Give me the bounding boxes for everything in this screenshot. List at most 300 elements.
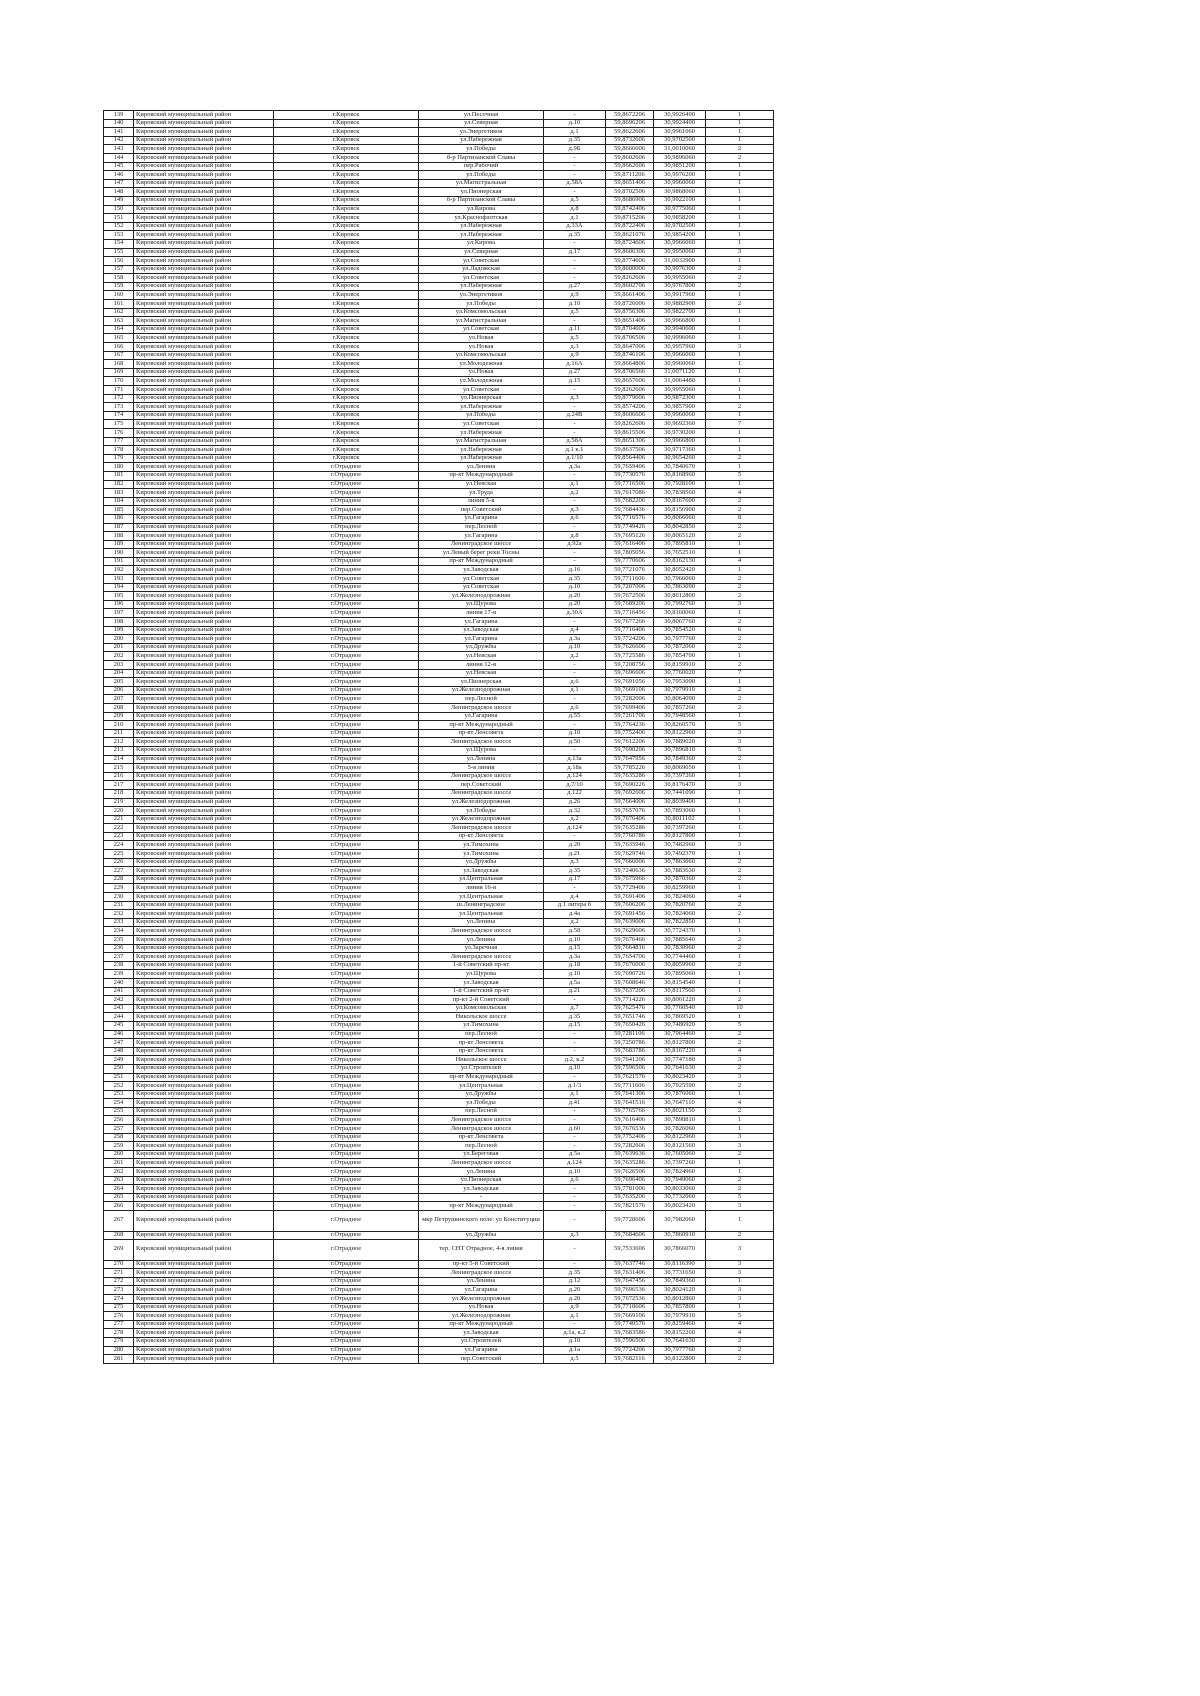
town-cell: г.Отрадное	[274, 1021, 419, 1030]
latitude-cell: 59,7250786	[606, 1039, 654, 1048]
street-cell: ул.Левый берег реки Тосны	[419, 549, 544, 558]
longitude-cell: 30,7966060	[654, 575, 706, 584]
street-cell: ул.Щурова	[419, 746, 544, 755]
district-cell: Кировский муниципальный район	[134, 566, 274, 575]
street-cell: ул.Комсомольская	[419, 351, 544, 360]
street-cell: ул.Щурова	[419, 600, 544, 609]
town-cell: г.Отрадное	[274, 1193, 419, 1202]
house-cell: -	[544, 721, 606, 730]
town-cell: г.Отрадное	[274, 755, 419, 764]
street-cell: 5-я линия	[419, 764, 544, 773]
row-number: 188	[104, 532, 134, 541]
count-cell: 1	[706, 832, 774, 841]
town-cell: г.Отрадное	[274, 721, 419, 730]
district-cell: Кировский муниципальный район	[134, 626, 274, 635]
row-number: 185	[104, 506, 134, 515]
town-cell: г.Отрадное	[274, 661, 419, 670]
row-number: 224	[104, 841, 134, 850]
town-cell: г.Кировск	[274, 257, 419, 266]
longitude-cell: 30,7849360	[654, 1277, 706, 1286]
row-number: 218	[104, 789, 134, 798]
longitude-cell: 30,9922100	[654, 196, 706, 205]
table-row	[104, 832, 774, 841]
house-cell: -	[544, 695, 606, 704]
district-cell: Кировский муниципальный район	[134, 1004, 274, 1013]
latitude-cell: 59,8602706	[606, 282, 654, 291]
town-cell: г.Отрадное	[274, 1231, 419, 1240]
longitude-cell: 30,9960060	[654, 179, 706, 188]
longitude-cell: 30,9960060	[654, 360, 706, 369]
longitude-cell: 30,8042850	[654, 523, 706, 532]
district-cell: Кировский муниципальный район	[134, 618, 274, 627]
table-row	[104, 1168, 774, 1177]
table-row	[104, 592, 774, 601]
table-row	[104, 1312, 774, 1321]
table-row	[104, 824, 774, 833]
row-number: 281	[104, 1355, 134, 1364]
district-cell: Кировский муниципальный район	[134, 875, 274, 884]
street-cell: ул.Набережная	[419, 231, 544, 240]
table-row	[104, 368, 774, 377]
street-cell: ул.Энергетиков	[419, 291, 544, 300]
house-cell: -	[544, 153, 606, 162]
house-cell: д.15	[544, 944, 606, 953]
house-cell: д.1	[544, 480, 606, 489]
town-cell: г.Кировск	[274, 239, 419, 248]
district-cell: Кировский муниципальный район	[134, 119, 274, 128]
latitude-cell: 59,7639636	[606, 1150, 654, 1159]
count-cell: 3	[706, 1056, 774, 1065]
table-row	[104, 1090, 774, 1099]
longitude-cell: 30,8061220	[654, 996, 706, 1005]
street-cell: ул.Строителей	[419, 1064, 544, 1073]
street-cell: ул.Заводская	[419, 867, 544, 876]
town-cell: г.Отрадное	[274, 480, 419, 489]
count-cell: 1	[706, 652, 774, 661]
district-cell: Кировский муниципальный район	[134, 377, 274, 386]
longitude-cell: 30,7641630	[654, 1337, 706, 1346]
table-row	[104, 274, 774, 283]
street-cell: ул.Победы	[419, 807, 544, 816]
count-cell: 2	[706, 1107, 774, 1116]
table-row	[104, 308, 774, 317]
street-cell: ул.Железнодорожная	[419, 798, 544, 807]
longitude-cell: 30,8116390	[654, 1260, 706, 1269]
street-cell: ул.Победы	[419, 300, 544, 309]
table-row	[104, 1133, 774, 1142]
count-cell: 3	[706, 1133, 774, 1142]
count-cell: 3	[706, 1286, 774, 1295]
count-cell: 1	[706, 179, 774, 188]
table-row	[104, 695, 774, 704]
street-cell: ул.Советская	[419, 386, 544, 395]
district-cell: Кировский муниципальный район	[134, 325, 274, 334]
street-cell: ул.Щурова	[419, 970, 544, 979]
longitude-cell: 30,9950060	[654, 248, 706, 257]
house-cell: -	[544, 1116, 606, 1125]
district-cell: Кировский муниципальный район	[134, 420, 274, 429]
street-cell: ул.Дружбы	[419, 1090, 544, 1099]
longitude-cell: 30,8162130	[654, 557, 706, 566]
town-cell: г.Отрадное	[274, 532, 419, 541]
street-cell: ул.Песочная	[419, 111, 544, 120]
table-row	[104, 729, 774, 738]
row-number: 247	[104, 1039, 134, 1048]
latitude-cell: 59,7696606	[606, 669, 654, 678]
table-row	[104, 1269, 774, 1278]
row-number: 192	[104, 566, 134, 575]
latitude-cell: 59,7729406	[606, 884, 654, 893]
latitude-cell: 59,7654706	[606, 953, 654, 962]
row-number: 159	[104, 282, 134, 291]
table-row	[104, 351, 774, 360]
town-cell: г.Отрадное	[274, 1090, 419, 1099]
count-cell: 2	[706, 661, 774, 670]
district-cell: Кировский муниципальный район	[134, 669, 274, 678]
house-cell: д.30А	[544, 609, 606, 618]
longitude-cell: 30,7854520	[654, 626, 706, 635]
count-cell: 1	[706, 1159, 774, 1168]
town-cell: г.Кировск	[274, 368, 419, 377]
town-cell: г.Отрадное	[274, 893, 419, 902]
town-cell: г.Отрадное	[274, 746, 419, 755]
count-cell: 1	[706, 325, 774, 334]
latitude-cell: 59,7606206	[606, 901, 654, 910]
longitude-cell: 30,7652510	[654, 549, 706, 558]
table-row	[104, 386, 774, 395]
house-cell: д.1/3	[544, 1082, 606, 1091]
house-cell: д.58А	[544, 179, 606, 188]
town-cell: г.Отрадное	[274, 1337, 419, 1346]
longitude-cell: 30,7824960	[654, 1168, 706, 1177]
row-number: 267	[104, 1211, 134, 1232]
count-cell: 2	[706, 153, 774, 162]
count-cell: 2	[706, 454, 774, 463]
longitude-cell: 30,9960060	[654, 411, 706, 420]
longitude-cell: 30,7760020	[654, 669, 706, 678]
district-cell: Кировский муниципальный район	[134, 248, 274, 257]
longitude-cell: 30,8021150	[654, 1107, 706, 1116]
row-number: 209	[104, 712, 134, 721]
street-cell: ул.Центральная	[419, 875, 544, 884]
count-cell: 5	[706, 1021, 774, 1030]
town-cell: г.Отрадное	[274, 1013, 419, 1022]
district-cell: Кировский муниципальный район	[134, 1013, 274, 1022]
district-cell: Кировский муниципальный район	[134, 1030, 274, 1039]
district-cell: Кировский муниципальный район	[134, 961, 274, 970]
town-cell: г.Отрадное	[274, 1064, 419, 1073]
table-row	[104, 1021, 774, 1030]
count-cell: 1	[706, 463, 774, 472]
count-cell: 2	[706, 703, 774, 712]
count-cell: 2	[706, 901, 774, 910]
district-cell: Кировский муниципальный район	[134, 755, 274, 764]
town-cell: г.Отрадное	[274, 1150, 419, 1159]
town-cell: г.Кировск	[274, 334, 419, 343]
table-row	[104, 789, 774, 798]
latitude-cell: 59,7683786	[606, 1047, 654, 1056]
table-row	[104, 282, 774, 291]
street-cell: Ленинградское шоссе	[419, 927, 544, 936]
town-cell: г.Кировск	[274, 317, 419, 326]
row-number: 169	[104, 368, 134, 377]
count-cell: 1	[706, 678, 774, 687]
count-cell: 2	[706, 1082, 774, 1091]
street-cell: ул.Новая	[419, 334, 544, 343]
street-cell: пер.Лесной	[419, 1142, 544, 1151]
row-number: 155	[104, 248, 134, 257]
street-cell: ул.Тимохина	[419, 841, 544, 850]
table-row	[104, 987, 774, 996]
house-cell: -	[544, 428, 606, 437]
latitude-cell: 59,7785226	[606, 764, 654, 773]
street-cell: ул.Заречная	[419, 944, 544, 953]
table-row	[104, 1346, 774, 1355]
district-cell: Кировский муниципальный район	[134, 1312, 274, 1321]
longitude-cell: 30,8152260	[654, 1329, 706, 1338]
latitude-cell: 59,7805056	[606, 549, 654, 558]
row-number: 254	[104, 1099, 134, 1108]
street-cell: пр-кт Ленсовета	[419, 832, 544, 841]
longitude-cell: 30,7486920	[654, 1021, 706, 1030]
house-cell: -	[544, 1107, 606, 1116]
town-cell: г.Кировск	[274, 394, 419, 403]
latitude-cell: 59,7716456	[606, 609, 654, 618]
count-cell: 1	[706, 128, 774, 137]
street-cell: ул.Кирова	[419, 239, 544, 248]
longitude-cell: 30,7870360	[654, 875, 706, 884]
district-cell: Кировский муниципальный район	[134, 162, 274, 171]
town-cell: г.Кировск	[274, 145, 419, 154]
town-cell: г.Кировск	[274, 351, 419, 360]
row-number: 221	[104, 815, 134, 824]
row-number: 220	[104, 807, 134, 816]
town-cell: г.Отрадное	[274, 918, 419, 927]
street-cell: ул.Железнодорожная	[419, 1312, 544, 1321]
street-cell: ул.Комсомольская	[419, 308, 544, 317]
latitude-cell: 59,8756306	[606, 308, 654, 317]
longitude-cell: 31,0071120	[654, 368, 706, 377]
town-cell: г.Отрадное	[274, 944, 419, 953]
town-cell: г.Отрадное	[274, 609, 419, 618]
house-cell: -	[544, 317, 606, 326]
town-cell: г.Отрадное	[274, 781, 419, 790]
latitude-cell: 59,7716406	[606, 626, 654, 635]
count-cell: 1	[706, 257, 774, 266]
row-number: 207	[104, 695, 134, 704]
latitude-cell: 59,8262606	[606, 420, 654, 429]
count-cell: 2	[706, 858, 774, 867]
row-number: 252	[104, 1082, 134, 1091]
row-number: 227	[104, 867, 134, 876]
document-sheet	[103, 110, 773, 1364]
count-cell: 1	[706, 394, 774, 403]
longitude-cell: 30,7979910	[654, 1312, 706, 1321]
house-cell: д.9	[544, 291, 606, 300]
row-number: 193	[104, 575, 134, 584]
count-cell: 2	[706, 274, 774, 283]
town-cell: г.Отрадное	[274, 1168, 419, 1177]
row-number: 173	[104, 403, 134, 412]
street-cell: пр-кт 5-й Советский	[419, 1260, 544, 1269]
count-cell: 1	[706, 789, 774, 798]
district-cell: Кировский муниципальный район	[134, 1073, 274, 1082]
street-cell: линия 17-я	[419, 609, 544, 618]
longitude-cell: 30,9702500	[654, 136, 706, 145]
street-cell: пер.Лесной	[419, 1030, 544, 1039]
table-row	[104, 712, 774, 721]
latitude-cell: 59,7699406	[606, 703, 654, 712]
town-cell: г.Отрадное	[274, 626, 419, 635]
district-cell: Кировский муниципальный район	[134, 403, 274, 412]
house-cell: -	[544, 471, 606, 480]
district-cell: Кировский муниципальный район	[134, 291, 274, 300]
count-cell: 1	[706, 850, 774, 859]
table-row	[104, 325, 774, 334]
town-cell: г.Отрадное	[274, 523, 419, 532]
count-cell: 1	[706, 368, 774, 377]
town-cell: г.Отрадное	[274, 789, 419, 798]
street-cell: ул.Победы	[419, 1099, 544, 1108]
town-cell: г.Отрадное	[274, 1346, 419, 1355]
latitude-cell: 59,7669106	[606, 1312, 654, 1321]
table-row	[104, 1355, 774, 1364]
district-cell: Кировский муниципальный район	[134, 996, 274, 1005]
district-cell: Кировский муниципальный район	[134, 901, 274, 910]
latitude-cell: 59,7695126	[606, 532, 654, 541]
longitude-cell: 30,7860910	[654, 1231, 706, 1240]
table-row	[104, 1004, 774, 1013]
longitude-cell: 30,7857800	[654, 1303, 706, 1312]
latitude-cell: 59,7676406	[606, 815, 654, 824]
town-cell: г.Отрадное	[274, 1082, 419, 1091]
table-row	[104, 540, 774, 549]
count-cell: 2	[706, 583, 774, 592]
district-cell: Кировский муниципальный район	[134, 1286, 274, 1295]
house-cell: -	[544, 162, 606, 171]
count-cell: 1	[706, 136, 774, 145]
table-row	[104, 214, 774, 223]
house-cell: д.35	[544, 1269, 606, 1278]
longitude-cell: 30,9966800	[654, 437, 706, 446]
street-cell: ул.Ленина	[419, 918, 544, 927]
latitude-cell: 59,8262606	[606, 386, 654, 395]
district-cell: Кировский муниципальный район	[134, 265, 274, 274]
house-cell: д.6	[544, 514, 606, 523]
latitude-cell: 59,7664816	[606, 944, 654, 953]
latitude-cell: 59,7691406	[606, 893, 654, 902]
house-cell: д.92а	[544, 540, 606, 549]
district-cell: Кировский муниципальный район	[134, 222, 274, 231]
count-cell: 1	[706, 918, 774, 927]
count-cell: 1	[706, 291, 774, 300]
table-row	[104, 1159, 774, 1168]
latitude-cell: 59,8622606	[606, 128, 654, 137]
row-number: 152	[104, 222, 134, 231]
count-cell: 10	[706, 1004, 774, 1013]
count-cell: 4	[706, 893, 774, 902]
house-cell: д.27	[544, 368, 606, 377]
house-cell: д.1	[544, 214, 606, 223]
house-cell: д.35	[544, 867, 606, 876]
house-cell: д.1а	[544, 1346, 606, 1355]
table-row	[104, 884, 774, 893]
table-row	[104, 480, 774, 489]
latitude-cell: 59,7651746	[606, 1013, 654, 1022]
latitude-cell: 59,7657076	[606, 807, 654, 816]
district-cell: Кировский муниципальный район	[134, 1039, 274, 1048]
town-cell: г.Отрадное	[274, 738, 419, 747]
house-cell: д.5	[544, 334, 606, 343]
town-cell: г.Кировск	[274, 214, 419, 223]
district-cell: Кировский муниципальный район	[134, 970, 274, 979]
district-cell: Кировский муниципальный район	[134, 927, 274, 936]
street-cell: ул.Заводская	[419, 626, 544, 635]
house-cell: д.10	[544, 583, 606, 592]
row-number: 199	[104, 626, 134, 635]
row-number: 273	[104, 1286, 134, 1295]
row-number: 142	[104, 136, 134, 145]
longitude-cell: 30,8023420	[654, 1202, 706, 1211]
district-cell: Кировский муниципальный район	[134, 978, 274, 987]
latitude-cell: 59,7637746	[606, 1260, 654, 1269]
house-cell: -	[544, 386, 606, 395]
latitude-cell: 59,7714226	[606, 996, 654, 1005]
district-cell: Кировский муниципальный район	[134, 635, 274, 644]
street-cell: ш.Ленинградское	[419, 901, 544, 910]
longitude-cell: 30,8159910	[654, 661, 706, 670]
count-cell: 2	[706, 1150, 774, 1159]
house-cell: д.1	[544, 1090, 606, 1099]
town-cell: г.Кировск	[274, 265, 419, 274]
town-cell: г.Отрадное	[274, 970, 419, 979]
house-cell: д.6	[544, 678, 606, 687]
town-cell: г.Отрадное	[274, 978, 419, 987]
street-cell: ул.Гагарина	[419, 635, 544, 644]
count-cell: 1	[706, 540, 774, 549]
table-row	[104, 996, 774, 1005]
count-cell: 1	[706, 1303, 774, 1312]
town-cell: г.Отрадное	[274, 686, 419, 695]
street-cell: ул.Набережная	[419, 403, 544, 412]
district-cell: Кировский муниципальный район	[134, 936, 274, 945]
address-table-body	[104, 111, 774, 1364]
street-cell: ул.Ленина	[419, 936, 544, 945]
street-cell: ул.Пионерская	[419, 394, 544, 403]
row-number: 203	[104, 661, 134, 670]
table-row	[104, 781, 774, 790]
district-cell: Кировский муниципальный район	[134, 609, 274, 618]
street-cell: 1-й Советский пр-кт	[419, 961, 544, 970]
table-row	[104, 721, 774, 730]
town-cell: г.Отрадное	[274, 1202, 419, 1211]
house-cell: д.124	[544, 824, 606, 833]
count-cell: 2	[706, 1231, 774, 1240]
latitude-cell: 59,8606606	[606, 411, 654, 420]
table-row	[104, 609, 774, 618]
row-number: 150	[104, 205, 134, 214]
town-cell: г.Отрадное	[274, 953, 419, 962]
town-cell: г.Отрадное	[274, 1030, 419, 1039]
town-cell: г.Кировск	[274, 274, 419, 283]
latitude-cell: 59,7675966	[606, 875, 654, 884]
town-cell: г.Кировск	[274, 248, 419, 257]
table-row	[104, 901, 774, 910]
street-cell: б-р Партизанской Славы	[419, 153, 544, 162]
longitude-cell: 30,7822850	[654, 918, 706, 927]
longitude-cell: 30,7857260	[654, 703, 706, 712]
latitude-cell: 59,8702506	[606, 188, 654, 197]
